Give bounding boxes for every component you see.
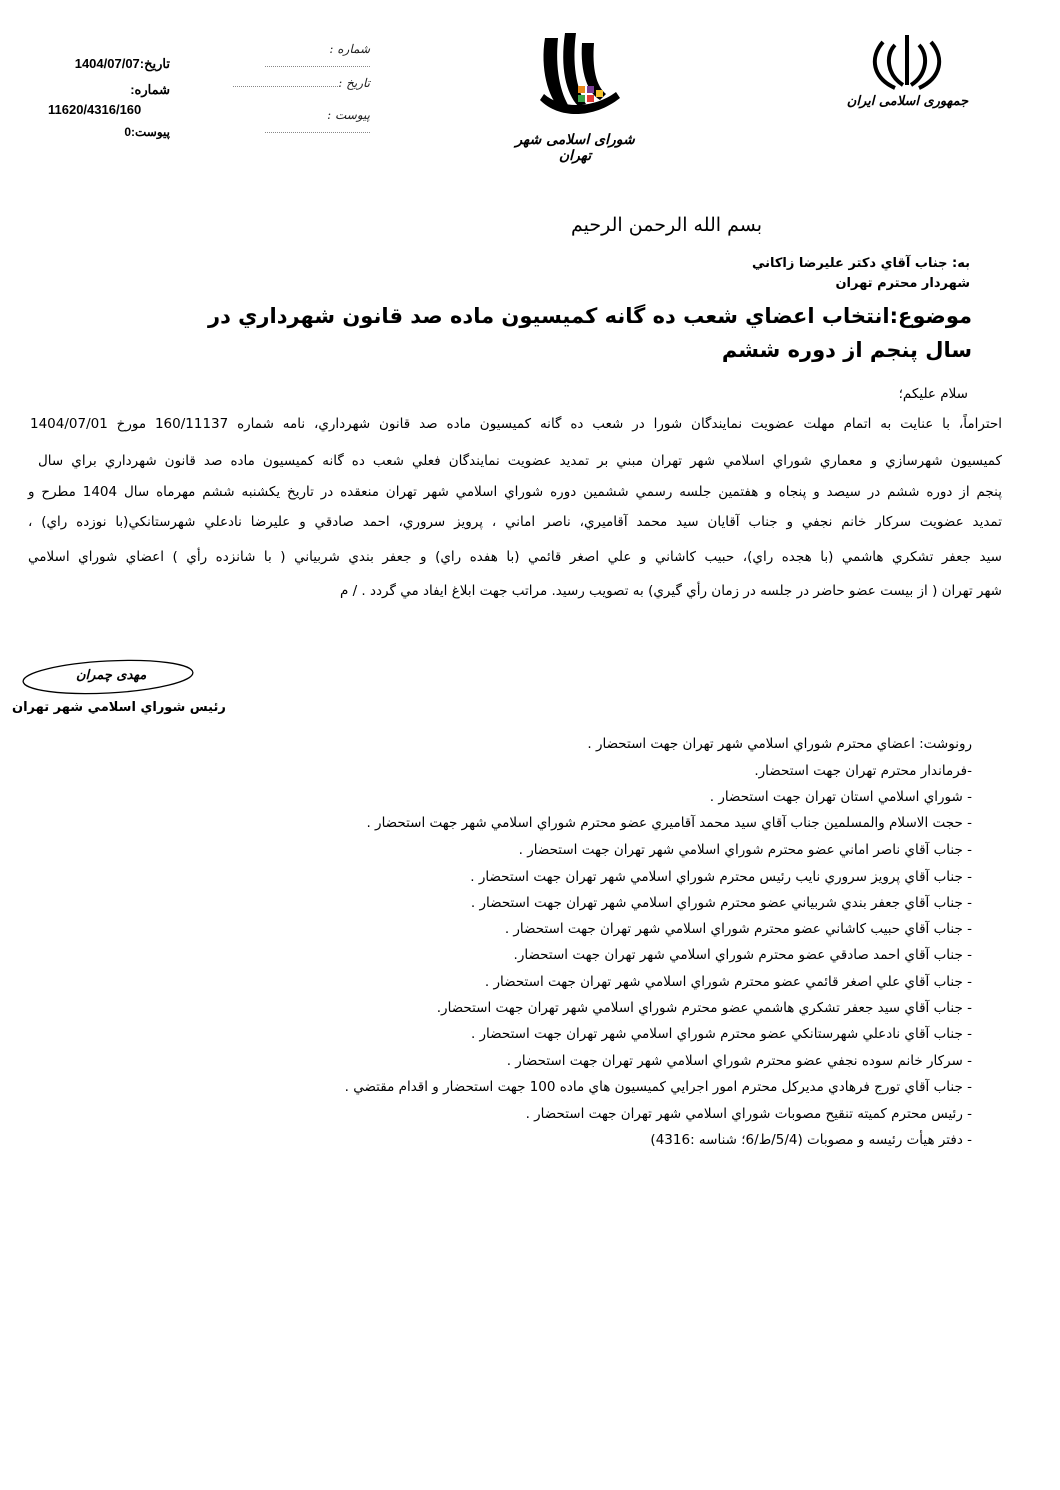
body-line: پنجم از دوره ششم در سيصد و پنجاه و هفتمين جلسه رسمي ششمين دوره شوراي اسلامي شهر تهران منعقده در تاريخ يكشنبه ششم مهرماه سال 1404 مطرح و [28,484,1002,500]
emblem-text: جمهوری اسلامی ایران [846,94,969,109]
signatory-title: رئيس شوراي اسلامي شهر تهران [12,700,226,715]
subject-line-1: موضوع:انتخاب اعضاي شعب ده گانه كميسيون ماده صد قانون شهرداري در [208,304,972,328]
cc-item: - حجت الاسلام والمسلمين جناب آقاي سيد محمد آقاميري عضو محترم شوراي اسلامي شهر جهت استحضار . [366,815,972,831]
signature [16,656,201,698]
cc-item: - جناب آقاي احمد صادقي عضو محترم شوراي اسلامي شهر تهران جهت استحضار. [513,947,972,963]
cc-item: - جناب آقاي جعفر بندي شربياني عضو محترم شوراي اسلامي شهر تهران جهت استحضار . [470,895,972,911]
attachment-value: 0 [124,125,131,139]
cc-item: - جناب آقاي علي اصغر قائمي عضو محترم شوراي اسلامي شهر تهران جهت استحضار . [484,974,972,990]
body-line: سيد جعفر تشكري هاشمي (با هجده راي)، حبيب كاشاني و علي اصغر قائمي (با هفده راي) و جعفر بندي شربياني ( با شانزده رأي ) اعضاي شوراي اسلامي [28,549,1002,565]
date-value: 1404/07/07 [74,56,140,71]
cc-item: - دفتر هيأت رئيسه و مصوبات (5/4/ط/6؛ شناسه :4316) [650,1132,972,1148]
cc-item: - جناب آقاي تورج فرهادي مديركل محترم امور اجرايي كميسيون هاي ماده 100 جهت استحضار و اقدام مقتضي . [344,1079,972,1095]
form-field-date: تاریخ : [220,76,370,90]
signature-name: مهدی چمران [76,668,147,683]
cc-item: -فرماندار محترم تهران جهت استحضار. [754,763,972,779]
attachment [90,124,170,140]
cc-item: - جناب آقاي سيد جعفر تشكري هاشمي عضو محترم شوراي اسلامي شهر تهران جهت استحضار. [436,1000,972,1016]
bismillah: بسم الله الرحمن الرحيم [571,214,762,236]
cc-item: - جناب آقاي پرويز سروري نايب رئيس محترم شوراي اسلامي شهر تهران جهت استحضار . [470,869,972,885]
cc-item: - جناب آقاي ناصر اماني عضو محترم شوراي اسلامي شهر تهران جهت استحضار . [518,842,972,858]
recipient-title: شهردار محترم تهران [835,276,970,291]
greeting: سلام عليكم؛ [898,386,968,402]
council-logo-icon [500,28,650,128]
recipient-name: به: جناب آقاي دكتر عليرضا زاكاني [751,256,970,271]
cc-item: - جناب آقاي حبيب كاشاني عضو محترم شوراي اسلامي شهر تهران جهت استحضار . [504,921,972,937]
cc-item: - سركار خانم سوده نجفي عضو محترم شوراي اسلامي شهر تهران جهت استحضار . [506,1053,972,1069]
cc-item: - جناب آقاي نادعلي شهرستانكي عضو محترم شوراي اسلامي شهر تهران جهت استحضار . [470,1026,972,1042]
form-field-attachment: پیوست : [220,108,370,136]
council-logo [500,28,650,164]
body-line: كميسيون شهرسازي و معماري شوراي اسلامي شهر تهران مبني بر تمديد عضويت نمايندگان فعلي شعب ده گانه كميسيون ماده صد قانون شهرداري براي سال [38,453,1002,469]
emblem-icon [845,30,970,90]
number-value: 11620/4316/160 [48,102,142,117]
body-line: تمديد عضويت سركار خانم نجفي و جناب آقايان سيد محمد آقاميري، ناصر اماني ، پرويز سروري، احمد صادقي و عليرضا نادعلي شهرستانكي(با نوزده راي) ، [28,514,1002,530]
date-label: تاريخ: [139,56,170,71]
cc-item: - شوراي اسلامي استان تهران جهت استحضار . [709,789,972,805]
cc-item: - رئيس محترم كميته تنقيح مصوبات شوراي اسلامي شهر تهران جهت استحضار . [525,1106,972,1122]
body-line: شهر تهران ( از بيست عضو حاضر در جلسه در زمان رأي گيري) به تصويب رسيد. مراتب جهت ابلاغ ايفاد مي گردد . / م [339,583,1002,599]
iran-emblem [845,30,970,120]
form-field-number: شماره : [220,42,370,70]
cc-item: رونوشت: اعضاي محترم شوراي اسلامي شهر تهران جهت استحضار . [587,736,972,752]
letter-date [40,56,170,72]
body-line: احتراماً، با عنايت به اتمام مهلت عضويت نمايندگان شورا در شعب ده گانه كميسيون ماده صد قانون شهرداري، نامه شماره 160/11137 مورخ 1404/07/01 [30,416,1002,432]
council-logo-text: شورای اسلامی شهر تهران [515,132,635,164]
subject-line-2: سال پنجم از دوره ششم [721,338,972,362]
attachment-label: پيوست: [131,125,170,139]
number-label: شماره: [130,82,170,97]
